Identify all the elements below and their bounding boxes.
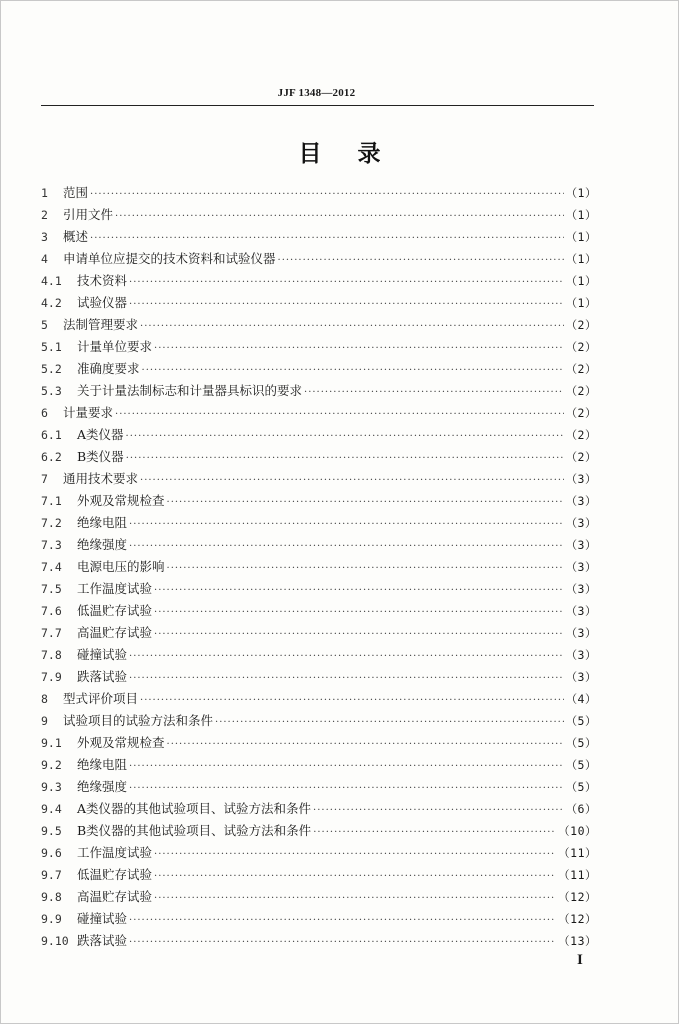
toc-entry-number: 6 [41,406,48,420]
toc-leader-dots [90,184,564,206]
header-rule [41,105,594,106]
toc-entry-page: （5） [565,714,597,728]
toc-entry-number: 7.4 [41,560,62,574]
table-of-contents [41,182,597,952]
toc-entry-title: 范围 [63,185,89,200]
toc-leader-dots [129,646,564,668]
toc-entry-page: （3） [565,472,597,486]
toc-entry-number: 7.1 [41,494,62,508]
toc-entry-title: 绝缘强度 [77,779,128,794]
toc-entry-title: 试验项目的试验方法和条件 [63,713,214,728]
toc-entry-page: （11） [558,846,597,860]
toc-entry-page: （11） [558,868,597,882]
toc-entry [41,512,597,534]
toc-entry [41,754,597,776]
toc-entry [41,886,597,908]
toc-leader-dots [140,316,564,338]
toc-entry [41,556,597,578]
toc-entry [41,930,597,952]
toc-leader-dots [129,294,564,316]
toc-leader-dots [129,932,556,954]
toc-entry-title: 计量要求 [63,405,114,420]
toc-entry-page: （3） [565,670,597,684]
toc-entry-page: （2） [565,450,597,464]
toc-entry [41,798,597,820]
toc-entry-number: 4.1 [41,274,62,288]
toc-entry-page: （3） [565,604,597,618]
toc-entry [41,688,597,710]
toc-entry-number: 7.7 [41,626,62,640]
toc-entry-number: 9.9 [41,912,62,926]
toc-leader-dots [129,778,564,800]
toc-entry [41,358,597,380]
toc-entry-number: 9.4 [41,802,62,816]
toc-entry-title: 计量单位要求 [77,339,153,354]
toc-entry-page: （3） [565,626,597,640]
toc-entry [41,578,597,600]
toc-entry [41,534,597,556]
toc-entry-title: 跌落试验 [77,933,128,948]
toc-entry-title: 引用文件 [63,207,114,222]
toc-entry-page: （6） [565,802,597,816]
toc-entry-number: 9.6 [41,846,62,860]
toc-entry-page: （12） [558,912,597,926]
toc-leader-dots [129,756,564,778]
toc-leader-dots [215,712,564,734]
toc-entry-number: 7 [41,472,48,486]
toc-entry [41,842,597,864]
toc-entry-number: 7.8 [41,648,62,662]
toc-leader-dots [129,668,564,690]
toc-entry-page: （4） [565,692,597,706]
toc-entry-page: （1） [565,252,597,266]
toc-entry-title: B类仪器的其他试验项目、试验方法和条件 [77,823,312,838]
toc-leader-dots [129,272,564,294]
toc-leader-dots [154,624,564,646]
toc-entry-title: 高温贮存试验 [77,625,153,640]
toc-entry [41,204,597,226]
toc-entry-number: 9 [41,714,48,728]
toc-entry-title: 通用技术要求 [63,471,139,486]
toc-entry-title: 低温贮存试验 [77,603,153,618]
toc-entry-title: 工作温度试验 [77,581,153,596]
toc-leader-dots [154,580,564,602]
toc-entry-title: 关于计量法制标志和计量器具标识的要求 [77,383,303,398]
toc-entry-number: 4 [41,252,48,266]
toc-leader-dots [90,228,564,250]
toc-entry-title: 法制管理要求 [63,317,139,332]
toc-entry-number: 4.2 [41,296,62,310]
toc-entry-page: （2） [565,406,597,420]
toc-entry [41,622,597,644]
toc-entry-title: A类仪器的其他试验项目、试验方法和条件 [77,801,312,816]
toc-entry-number: 9.5 [41,824,62,838]
toc-entry [41,600,597,622]
toc-leader-dots [154,602,564,624]
toc-entry [41,864,597,886]
toc-entry [41,732,597,754]
toc-entry-page: （5） [565,758,597,772]
toc-entry [41,908,597,930]
toc-entry-number: 5 [41,318,48,332]
toc-entry [41,402,597,424]
toc-entry-number: 9.2 [41,758,62,772]
toc-entry-page: （3） [565,494,597,508]
toc-leader-dots [126,448,564,470]
toc-leader-dots [140,690,564,712]
toc-entry-title: 外观及常规检查 [77,493,165,508]
toc-entry-page: （1） [565,186,597,200]
toc-entry-title: B类仪器 [77,449,124,464]
toc-entry-number: 8 [41,692,48,706]
toc-entry-page: （2） [565,318,597,332]
toc-leader-dots [129,514,564,536]
toc-leader-dots [140,470,564,492]
toc-entry-number: 9.7 [41,868,62,882]
toc-entry-number: 7.5 [41,582,62,596]
toc-leader-dots [313,800,564,822]
toc-entry-page: （3） [565,560,597,574]
toc-entry-page: （2） [565,428,597,442]
toc-entry-page: （3） [565,582,597,596]
toc-entry-page: （5） [565,780,597,794]
toc-entry-page: （1） [565,208,597,222]
toc-entry [41,468,597,490]
toc-entry-number: 9.10 [41,934,69,948]
toc-entry-page: （10） [558,824,597,838]
toc-entry-title: 绝缘电阻 [77,757,128,772]
toc-entry-page: （3） [565,538,597,552]
toc-entry [41,424,597,446]
toc-entry [41,292,597,314]
toc-entry-title: 绝缘强度 [77,537,128,552]
toc-entry [41,644,597,666]
toc-entry [41,380,597,402]
toc-entry-number: 7.6 [41,604,62,618]
toc-leader-dots [142,360,564,382]
toc-entry [41,226,597,248]
toc-entry-page: （2） [565,384,597,398]
toc-entry-page: （12） [558,890,597,904]
toc-leader-dots [313,822,556,844]
toc-entry-title: A类仪器 [77,427,124,442]
toc-entry-title: 试验仪器 [77,295,128,310]
toc-entry-page: （3） [565,648,597,662]
toc-leader-dots [115,404,564,426]
toc-entry-title: 申请单位应提交的技术资料和试验仪器 [63,251,276,266]
toc-entry-number: 5.1 [41,340,62,354]
toc-leader-dots [129,536,564,558]
toc-leader-dots [167,492,564,514]
toc-entry-title: 绝缘电阻 [77,515,128,530]
toc-entry-title: 跌落试验 [77,669,128,684]
running-header: JJF 1348—2012 [277,87,356,99]
toc-leader-dots [167,734,564,756]
toc-entry-title: 外观及常规检查 [77,735,165,750]
toc-leader-dots [154,866,556,888]
toc-entry-page: （1） [565,274,597,288]
toc-entry-number: 7.3 [41,538,62,552]
toc-entry-number: 9.1 [41,736,62,750]
toc-leader-dots [115,206,564,228]
toc-entry-title: 工作温度试验 [77,845,153,860]
toc-leader-dots [278,250,564,272]
toc-entry [41,710,597,732]
toc-leader-dots [126,426,564,448]
toc-entry [41,820,597,842]
toc-entry-page: （2） [565,362,597,376]
toc-entry-number: 7.2 [41,516,62,530]
toc-entry-page: （3） [565,516,597,530]
toc-entry-title: 电源电压的影响 [77,559,165,574]
toc-entry-title: 准确度要求 [77,361,140,376]
toc-entry-page: （2） [565,340,597,354]
toc-leader-dots [167,558,564,580]
toc-entry-page: （1） [565,230,597,244]
toc-leader-dots [154,338,564,360]
toc-entry-title: 高温贮存试验 [77,889,153,904]
toc-entry-title: 概述 [63,229,89,244]
toc-leader-dots [129,910,556,932]
toc-entry-page: （1） [565,296,597,310]
toc-entry-number: 5.2 [41,362,62,376]
toc-leader-dots [154,844,556,866]
toc-entry-title: 低温贮存试验 [77,867,153,882]
page-number: I [577,952,583,968]
toc-entry [41,776,597,798]
toc-entry-title: 碰撞试验 [77,647,128,662]
toc-entry [41,490,597,512]
toc-entry [41,270,597,292]
toc-entry-number: 7.9 [41,670,62,684]
toc-entry-number: 9.3 [41,780,62,794]
toc-entry [41,182,597,204]
toc-leader-dots [154,888,556,910]
toc-entry-number: 5.3 [41,384,62,398]
toc-leader-dots [304,382,564,404]
toc-entry [41,314,597,336]
page-title: 目录 [298,140,417,167]
toc-entry-title: 型式评价项目 [63,691,139,706]
toc-entry-number: 1 [41,186,48,200]
toc-entry-number: 9.8 [41,890,62,904]
toc-entry [41,446,597,468]
toc-entry-title: 技术资料 [77,273,128,288]
toc-entry-page: （13） [558,934,597,948]
toc-entry-number: 6.2 [41,450,62,464]
toc-entry-page: （5） [565,736,597,750]
toc-entry [41,336,597,358]
toc-entry [41,248,597,270]
toc-entry-title: 碰撞试验 [77,911,128,926]
toc-entry-number: 2 [41,208,48,222]
toc-entry [41,666,597,688]
toc-entry-number: 3 [41,230,48,244]
toc-entry-number: 6.1 [41,428,62,442]
